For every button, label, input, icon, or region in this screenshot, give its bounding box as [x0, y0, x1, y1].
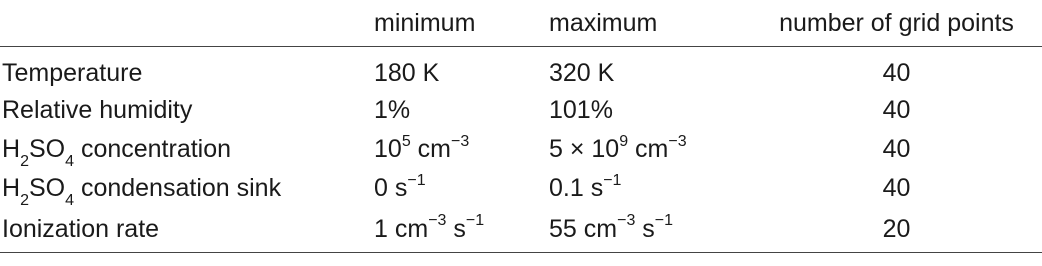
table-row: [0, 130, 1042, 169]
row-parameter: Temperature: [2, 58, 143, 87]
row-maximum: 0.1 $s^{-1}$: [549, 171, 622, 202]
row-grid-points: 40: [882, 174, 911, 202]
row-parameter: $H_2SO_4$ concentration: [2, 135, 232, 170]
row-minimum: $10^5$ $cm^{-3}$: [374, 132, 470, 163]
header-parameter: [0, 0, 374, 47]
row-maximum: 55 $cm^{-3}$ $s^{-1}$: [549, 208, 749, 253]
row-parameter: Ionization rate: [0, 208, 374, 253]
row-grid-points: 40: [882, 135, 911, 163]
row-parameter: Relative humidity: [2, 96, 193, 124]
header-minimum: minimum: [374, 0, 549, 47]
row-grid-points: 40: [882, 96, 911, 124]
table-row: [0, 169, 1042, 208]
table-row: [0, 208, 1042, 253]
row-maximum: 101%: [549, 96, 613, 124]
header-maximum: maximum: [549, 0, 749, 47]
row-parameter: $H_2SO_4$ condensation sink: [2, 174, 282, 209]
row-grid-points: 20: [749, 208, 1042, 253]
header-row: [0, 0, 1042, 47]
row-minimum: 1%: [374, 96, 411, 124]
row-maximum: 320 K: [549, 58, 615, 87]
row-minimum: 1 $cm^{-3}$ $s^{-1}$: [374, 208, 549, 253]
row-minimum: 180 K: [374, 58, 440, 87]
row-grid-points: 40: [882, 58, 911, 87]
row-minimum: 0 $s^{-1}$: [374, 171, 426, 202]
table-row: [0, 47, 1042, 92]
table-header: [0, 0, 1042, 47]
table-body: [0, 47, 1042, 253]
table-row: [0, 91, 1042, 130]
row-maximum: $5 \times 10^9$ $cm^{-3}$: [549, 132, 687, 163]
header-grid-points: number of grid points: [749, 0, 1042, 47]
